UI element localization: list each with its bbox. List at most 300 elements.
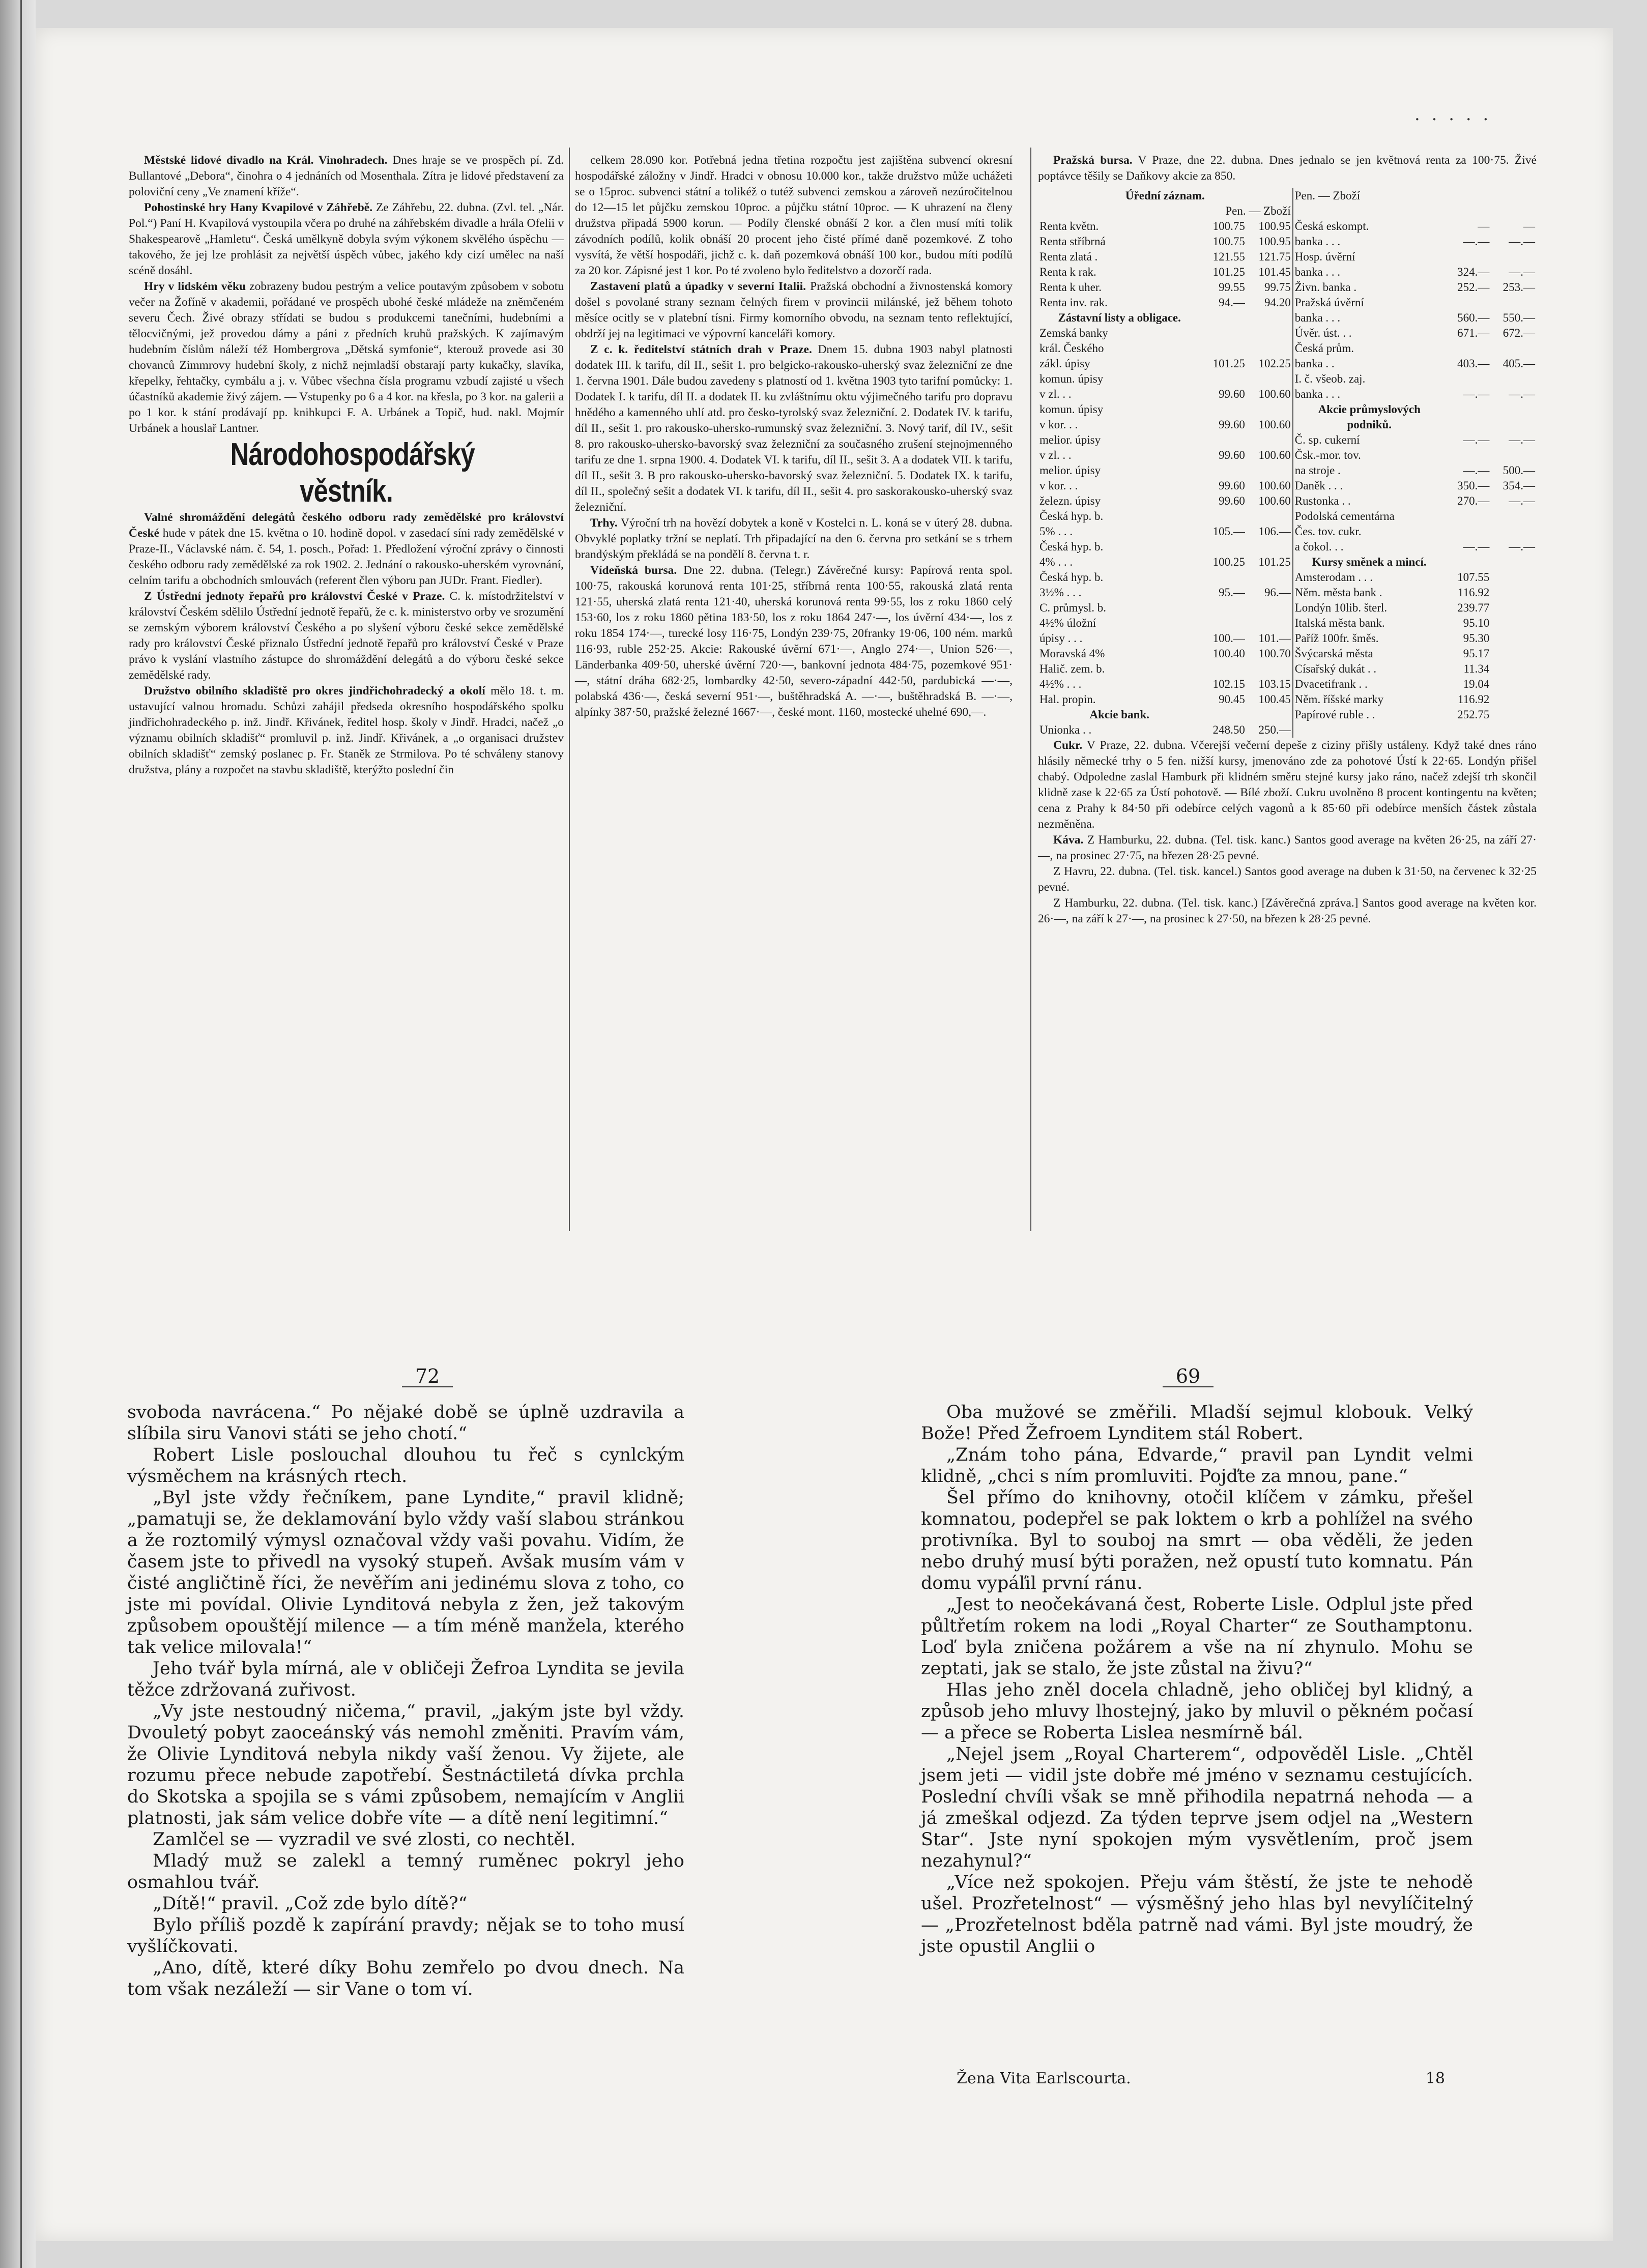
market-cell — [1247, 539, 1293, 555]
newspaper-column-1 — [129, 153, 564, 778]
market-cell — [1247, 402, 1293, 417]
newspaper-column-3 — [1038, 153, 1537, 927]
market-cell: Podolská cementárna — [1293, 509, 1446, 524]
market-cell — [1201, 326, 1247, 341]
market-cell: 3½% . . . — [1039, 586, 1082, 599]
market-cell: —.— — [1463, 235, 1490, 248]
article-paragraph — [1038, 832, 1537, 864]
article-text: Z Hamburku, 22. dubna. (Tel. tisk. kanc.) [Závěrečná zpráva.] Santos good average na květen kor. 26·—, na září k 27·—, na prosinec k 27·50, na březen k 28·25 pevné. — [1038, 896, 1537, 925]
market-cell: Č. sp. cukerní — [1293, 432, 1446, 448]
market-cell: —.— — [1463, 540, 1490, 553]
column-rule-1 — [569, 148, 570, 1231]
market-row — [1038, 387, 1537, 402]
market-cell: 324.— — [1457, 266, 1490, 278]
market-cell — [1201, 509, 1247, 524]
prague-bourse-text: V Praze, dne 22. dubna. Dnes jednalo se jen květnová renta za 100·75. Živé poptávce těšily se Daňkovy akcie za 850. — [1038, 154, 1537, 183]
market-row — [1038, 631, 1537, 646]
market-cell: —.— — [1509, 235, 1535, 248]
market-cell: banka . . . — [1293, 310, 1446, 326]
market-cell — [1247, 570, 1293, 585]
article-text: zobrazeny budou pestrým a velice poutavým způsobem v sobotu večer na Žofíně v akademii, pořádané ve prospěch ubohé české mládeže na zněmčeném severu Čech. Živé obrazy střídati se budou s produkcemi tanečními, hudebními a tělocvičnými, jež provedou dámy a páni z předních kruhů pražských. K zajímavým hudebním číslům náleží též Hombergrova „Dětská symfonie“, kterouž provede asi 30 chovanců Zimmrovy hudební školy, z nichž nejmladší obstarají party kukačky, slavíka, křepelky, řehtačky, cymbálu a j. v. Vůbec všechna čísla programu vzbudí zajisté u všech účastníků akademie živý zájem. — Vstupenky po 6 a 4 kor. na křesla, po 3 kor. na galerii a po 1 kor. k stání prodávají pp. knihkupci F. A. Urbánek a Topič, hud. nakl. Mojmír Urbánek a houslař Lantner. — [129, 280, 564, 435]
market-cell: 250.— — [1258, 723, 1291, 736]
market-row — [1038, 677, 1537, 692]
corner-mark: · · · · · — [1414, 109, 1492, 130]
market-cell: Živn. banka . — [1293, 280, 1446, 295]
article-heading: Z c. k. ředitelství státních drah v Praze. — [590, 343, 812, 356]
market-cell: železn. úpisy — [1039, 495, 1101, 507]
market-cell: 100.60 — [1258, 479, 1291, 492]
market-cell: Císařský dukát . . — [1293, 661, 1446, 677]
book-paragraph: „Více než spokojen. Přeju vám štěstí, že jste te nehodě ušel. Prozřetelnost“ — výsměšný jeho hlas byl nevylíčitelný — „Prozřetelnost bděla patrně nad vámi. Byl jste moudrý, že jste opustil Anglii o — [921, 1872, 1473, 1957]
market-cell: Renta k uher. — [1039, 281, 1102, 294]
market-cell: 90.45 — [1219, 693, 1245, 706]
market-cell: Akcie průmyslových — [1293, 402, 1446, 417]
market-cell — [1247, 326, 1293, 341]
market-cell: banka . . . — [1293, 387, 1446, 402]
market-cell: Papírové ruble . . — [1293, 707, 1446, 722]
market-row — [1038, 646, 1537, 661]
article-paragraph — [1038, 864, 1537, 895]
market-cell: —.— — [1509, 266, 1535, 278]
market-table-head — [1038, 188, 1537, 203]
column-1-vestnik-articles — [129, 510, 564, 778]
market-cell — [1491, 249, 1537, 265]
market-cell: Česká eskompt. — [1293, 219, 1446, 234]
market-cell: Londýn 10lib. šterl. — [1293, 600, 1446, 616]
market-cell: Renta inv. rak. — [1039, 296, 1108, 309]
market-cell: Česká hyp. b. — [1039, 571, 1104, 584]
pen-label-left: Pen. — Zboží — [1225, 205, 1291, 217]
right-page-number: 69 — [1163, 1366, 1213, 1387]
column-rule-2 — [1030, 148, 1031, 1231]
market-cell — [1201, 371, 1247, 387]
market-cell: 550.— — [1502, 311, 1535, 324]
market-cell: Unionka . . — [1039, 723, 1092, 736]
market-cell: úpisy . . . — [1039, 632, 1083, 645]
market-cell — [1247, 310, 1293, 326]
market-row — [1038, 509, 1537, 524]
market-cell — [1491, 341, 1537, 356]
market-row — [1038, 661, 1537, 677]
market-cell: 96.— — [1264, 586, 1291, 599]
market-cell: Hosp. úvěrní — [1293, 249, 1446, 265]
market-cell: 99.60 — [1219, 388, 1245, 400]
market-cell: v zl. . . — [1039, 449, 1072, 461]
market-cell — [1491, 677, 1537, 692]
market-cell: Halič. zem. b. — [1039, 662, 1105, 675]
market-cell: Renta zlatá . — [1039, 250, 1098, 263]
market-row — [1038, 555, 1537, 570]
market-cell: 239.77 — [1457, 601, 1490, 614]
market-cell: Něm. města bank . — [1293, 585, 1446, 600]
market-cell — [1491, 371, 1537, 387]
market-cell: 248.50 — [1212, 723, 1245, 736]
market-row — [1038, 478, 1537, 493]
market-cell — [1491, 402, 1537, 417]
market-cell — [1491, 524, 1537, 539]
market-cell: Akcie bank. — [1089, 708, 1149, 721]
market-row — [1038, 722, 1537, 738]
article-text: Z Hamburku, 22. dubna. (Tel. tisk. kanc.) Santos good average na květen 26·25, na září 27·—, na prosinec 27·75, na březen 28·25 pevné. — [1038, 833, 1537, 862]
market-cell: 101.25 — [1212, 357, 1245, 370]
market-cell: 103.15 — [1258, 678, 1291, 690]
market-cell: 95.17 — [1463, 647, 1490, 660]
article-heading: Cukr. — [1053, 739, 1083, 752]
article-paragraph — [575, 563, 1013, 720]
market-cell: 100.70 — [1258, 647, 1291, 660]
market-cell: v zl. . . — [1039, 388, 1072, 400]
market-cell: Renta květn. — [1039, 220, 1099, 232]
market-cell — [1446, 341, 1491, 356]
market-cell: 500.— — [1502, 464, 1535, 477]
market-cell: komun. úpisy — [1039, 372, 1104, 385]
market-cell — [1446, 448, 1491, 463]
market-cell — [1201, 402, 1247, 417]
market-cell: a čokol. . . — [1293, 539, 1446, 555]
market-cell — [1247, 463, 1293, 478]
market-cell: Zemská banky — [1039, 327, 1108, 339]
market-cell — [1446, 371, 1491, 387]
market-cell: Něm. říšské marky — [1293, 692, 1446, 707]
article-paragraph — [575, 153, 1013, 279]
market-cell: 4% . . . — [1039, 556, 1073, 568]
market-cell: 100.75 — [1212, 235, 1245, 248]
article-heading: Valné shromáždění delegátů českého odboru rady zemědělské pro království České — [129, 511, 564, 540]
market-row — [1038, 356, 1537, 371]
book-paragraph: „Nejel jsem „Royal Charterem“, odpověděl Lisle. „Chtěl jsem jeti — vidil jste dobře mé jméno v seznamu cestujících. Poslední chvíli však se mně přihodila nepatrná nehoda — a já zmeškal odjezd. Za týden teprve jsem odjel na „Western Star“. Jste nyní spokojen mým vysvětlením, proč jsem nezahynul?“ — [921, 1744, 1473, 1871]
market-cell: 100.25 — [1212, 556, 1245, 568]
market-cell — [1247, 600, 1293, 616]
market-row — [1038, 326, 1537, 341]
market-cell — [1491, 692, 1537, 707]
market-cell: 95.— — [1219, 586, 1245, 599]
article-paragraph — [575, 342, 1013, 515]
market-row — [1038, 707, 1537, 722]
market-cell: 100.75 — [1212, 220, 1245, 232]
article-heading: Vídeňská bursa. — [590, 564, 677, 577]
market-cell: 99.60 — [1219, 418, 1245, 431]
market-cell — [1201, 707, 1247, 722]
binding-line — [20, 0, 22, 2268]
market-row — [1038, 295, 1537, 310]
market-cell: 99.75 — [1264, 281, 1291, 294]
market-cell: na stroje . — [1293, 463, 1446, 478]
market-cell: 350.— — [1457, 479, 1490, 492]
market-cell — [1446, 524, 1491, 539]
market-cell: Rustonka . . — [1293, 493, 1446, 509]
market-cell: 99.55 — [1219, 281, 1245, 294]
article-text: Výroční trh na hovězí dobytek a koně v Kostelci n. L. koná se v úterý 28. dubna. Obvyklé poplatky tržní se neplatí. Trh připadající na den 6. června pro setkání se s trhem brandýským překládá se na pondělí 8. června t. r. — [575, 516, 1013, 561]
market-cell: 95.30 — [1463, 632, 1490, 645]
market-cell: banka . . . — [1293, 265, 1446, 280]
market-cell — [1446, 722, 1491, 738]
market-cell — [1201, 432, 1247, 448]
market-cell — [1201, 463, 1247, 478]
market-cell — [1491, 616, 1537, 631]
market-table-subhead — [1038, 203, 1537, 219]
market-cell — [1247, 616, 1293, 631]
market-row — [1038, 234, 1537, 249]
market-row — [1038, 616, 1537, 631]
market-cell: komun. úpisy — [1039, 403, 1104, 416]
market-cell: —.— — [1509, 388, 1535, 400]
market-cell: Moravská 4% — [1039, 647, 1105, 660]
pen-label-right: Pen. — Zboží — [1293, 188, 1537, 203]
market-cell: —.— — [1463, 388, 1490, 400]
market-table-body — [1038, 219, 1537, 738]
market-cell: 100.60 — [1258, 388, 1291, 400]
vestnik-title: Národohospodářský věstník. — [230, 437, 475, 509]
market-cell: —.— — [1509, 540, 1535, 553]
market-cell: 102.15 — [1212, 678, 1245, 690]
market-cell: 106.— — [1258, 525, 1291, 538]
market-row — [1038, 249, 1537, 265]
market-cell — [1491, 570, 1537, 585]
market-cell: banka . . . — [1293, 234, 1446, 249]
market-cell: 101.25 — [1258, 556, 1291, 568]
market-cell — [1491, 448, 1537, 463]
market-cell: Pražská úvěrní — [1293, 295, 1446, 310]
market-row — [1038, 463, 1537, 478]
market-cell: 100.— — [1212, 632, 1245, 645]
book-paragraph: Zamlčel se — vyzradil ve své zlosti, co nechtěl. — [153, 1829, 576, 1850]
market-row — [1038, 280, 1537, 295]
market-cell: 95.10 — [1463, 617, 1490, 629]
market-cell: 252.75 — [1457, 708, 1490, 721]
market-cell: 99.60 — [1219, 495, 1245, 507]
market-cell: — — [1523, 220, 1535, 232]
market-cell — [1491, 555, 1537, 570]
article-heading: Pohostinské hry Hany Kvapilové v Záhřebě. — [144, 201, 373, 214]
article-paragraph — [129, 683, 564, 778]
market-cell: —.— — [1509, 495, 1535, 507]
article-text: Dne 22. dubna. (Telegr.) Závěrečné kursy: Papírová renta spol. 100·75, rakouská korunová renta 101·25, stříbrná renta 100·55, rakouská zlatá renta 121·55, uherská zlatá renta 121·40, uherská korunová renta 99·55, los z roku 1860 celý 153·60, los z roku 1860 pětina 183·50, los z roku 1864 247·—, los úvěrní 434·—, los z roku 1854 174·—, turecké losy 116·75, Londýn 239·75, 20franky 19·06, 100 ném. marků 116·93, ruble 252·25. Akcie: Rakouské úvěrní 671·—, Anglo 274·—, Union 526·—, Länderbanka 409·50, uherské úvěrní 720·—, bankovní jednota 484·75, pozemkové 951·—, státní dráha 682·25, lombardky 42·50, severo-západní 442·50, pardubická —·—, polabská 436·—, česká severní 951·—, buštěhradská A. —·—, buštěhradská B. —·—, alpínky 387·50, pražské železné 1667·—, české mont. 1160, mostecké uhelné 690,—. — [575, 564, 1013, 719]
market-cell — [1201, 600, 1247, 616]
market-row — [1038, 570, 1537, 585]
article-heading: Hry v lidském věku — [144, 280, 246, 293]
market-row — [1038, 524, 1537, 539]
market-cell: 101.25 — [1212, 266, 1245, 278]
article-text: Z Havru, 22. dubna. (Tel. tisk. kancel.) Santos good average na duben k 31·50, na červenec k 32·25 pevné. — [1038, 865, 1537, 894]
market-cell: 116.92 — [1457, 586, 1490, 599]
newspaper-column-2 — [575, 153, 1013, 720]
market-cell: 101.45 — [1258, 266, 1291, 278]
book-footer-title: Žena Vita Earlscourta. — [957, 2070, 1131, 2087]
market-cell: 560.— — [1457, 311, 1490, 324]
official-record-label: Úřední záznam. — [1125, 189, 1205, 202]
book-paragraph: „Jest to neočekávaná čest, Roberte Lisle. Odplul jste před půltřetím rokem na lodi „Royal Charter“ ze Southamptonu. Loď byla zničena požárem a vše na ní zhynulo. Mohu se zeptati, jak se stalo, že jste zůstal na živu?“ — [921, 1594, 1473, 1679]
book-footer-signature: 18 — [1425, 2070, 1445, 2087]
book-paragraph: Hlas jeho zněl docela chladně, jeho obličej byl klidný, a způsob jeho mluvy lhostejný, jako by mluvil o pěkném počasí — a přece se Roberta Lislea nesmírně bál. — [921, 1680, 1473, 1743]
column-1-articles — [129, 153, 564, 437]
market-cell: 102.25 — [1258, 357, 1291, 370]
market-cell: Švýcarská města — [1293, 646, 1446, 661]
market-cell: 270.— — [1457, 495, 1490, 507]
market-cell: 121.55 — [1212, 250, 1245, 263]
market-cell — [1491, 509, 1537, 524]
market-cell — [1201, 539, 1247, 555]
market-row — [1038, 219, 1537, 234]
market-cell: —.— — [1509, 433, 1535, 446]
market-cell: Paříž 100fr. šměs. — [1293, 631, 1446, 646]
market-cell: melior. úpisy — [1039, 433, 1101, 446]
market-cell — [1247, 509, 1293, 524]
market-cell: 405.— — [1502, 357, 1535, 370]
market-row — [1038, 493, 1537, 509]
market-cell: Amsterodam . . . — [1293, 570, 1446, 585]
market-cell: — — [1478, 220, 1490, 232]
article-text: mělo 18. t. m. ustavující valnou hromadu. Schůzi zahájil předseda okresního hospodářského spolku jindřichohradeckého p. inž. Jindř. Křivánek, ředitel hosp. školy v Jindř. Hradci, načež „o významu obilních skladišť“ promluvil p. inž. Jindř. Křivánek, a „o organisaci družstev obilních skladišť“ zemský poslanec p. Fr. Staněk ze Strmilova. Po té schváleny stanovy družstva, plány a rozpočet na stavbu skladiště, kterýžto poslední čin — [129, 684, 564, 776]
market-cell: 105.— — [1212, 525, 1245, 538]
market-table — [1038, 188, 1537, 738]
market-cell: Dvacetifrank . . — [1293, 677, 1446, 692]
market-cell: 94.— — [1219, 296, 1245, 309]
market-cell: banka . . — [1293, 356, 1446, 371]
article-heading: Zastavení platů a úpadky v severní Italii. — [590, 280, 806, 293]
article-paragraph — [575, 515, 1013, 563]
book-paragraph: svoboda navrácena.“ Po nějaké době se úplně uzdravila a slíbila siru Vanovi státi se jeho chotí.“ — [127, 1402, 684, 1444]
market-cell — [1491, 600, 1537, 616]
prague-bourse-heading: Pražská bursa. — [1053, 154, 1133, 167]
market-cell: 100.45 — [1258, 693, 1291, 706]
article-text: V Praze, 22. dubna. Včerejší večerní depeše z ciziny přišly ustáleny. Když také dnes ráno hlásily německé trhy o 5 fen. nižší kursy, jmenováno zde za pohotové Ústí k 22·65. Londýn přišel chabý. Odpoledne zaslal Hamburk při klidném směru stejné kursy jako ráno, načež zdejší trh skončil klidně zase k 22·65 za Ústí pohotově. — Bílé zboží. Cukru uvolněno 8 procent kontingentu na květen; cena z Prahy k 84·50 při odebírce celých vagonů a k 85·60 při odebírce menších částek zůstala nezměněna. — [1038, 739, 1537, 831]
market-cell: 99.60 — [1219, 479, 1245, 492]
market-cell — [1446, 249, 1491, 265]
book-paragraph: „Vy jste nestoudný ničema,“ pravil, „jakým jste byl vždy. Dvouletý pobyt zaoceánský vás nemohl změniti. Pravím vám, že Olivie Lynditová nebyla nikdy vaší ženou. Vy žijete, ale rozumu přece nebude zapotřebí. Šestnáctiletá dívka prchla do Skotska a spojila se s vámi způsobem, nemajícím v Anglii platnosti, jak sám velice dobře víte — a dítě není legitimní.“ — [127, 1701, 684, 1828]
market-cell — [1446, 295, 1491, 310]
book-paragraph: „Dítě!“ pravil. „Což zde bylo dítě?“ — [153, 1894, 468, 1914]
market-cell: —.— — [1463, 464, 1490, 477]
market-cell: Čes. tov. cukr. — [1293, 524, 1446, 539]
market-cell — [1446, 555, 1491, 570]
market-cell — [1446, 417, 1491, 432]
market-cell — [1201, 616, 1247, 631]
article-paragraph — [129, 200, 564, 279]
market-cell: Zástavní listy a obligace. — [1058, 311, 1181, 324]
article-heading: Družstvo obilního skladiště pro okres jindřichohradecký a okolí — [144, 684, 485, 697]
market-cell — [1247, 371, 1293, 387]
market-cell: v kor. . . — [1039, 418, 1078, 431]
book-footer — [957, 2070, 1445, 2087]
market-cell — [1446, 402, 1491, 417]
market-cell: Úvěr. úst. . . — [1293, 326, 1446, 341]
market-cell: C. průmysl. b. — [1039, 601, 1106, 614]
market-cell: podniků. — [1293, 417, 1446, 432]
market-cell — [1247, 432, 1293, 448]
market-cell: 100.60 — [1258, 495, 1291, 507]
market-cell: 94.20 — [1264, 296, 1291, 309]
market-cell: zákl. úpisy — [1039, 357, 1090, 370]
market-row — [1038, 692, 1537, 707]
article-paragraph — [1038, 895, 1537, 927]
market-cell: 107.55 — [1457, 571, 1490, 584]
column-3-articles — [1038, 738, 1537, 927]
market-cell: 4½% . . . — [1039, 678, 1082, 690]
market-row — [1038, 402, 1537, 417]
book-right-page — [921, 1402, 1473, 1957]
market-cell: v kor. . . — [1039, 479, 1078, 492]
market-cell: 4½% úložní — [1039, 617, 1096, 629]
market-cell: 100.40 — [1212, 647, 1245, 660]
market-row — [1038, 341, 1537, 356]
market-cell — [1491, 661, 1537, 677]
market-cell: 100.60 — [1258, 449, 1291, 461]
article-text: Ze Záhřebu, 22. dubna. (Zvl. tel. „Nár. Pol.“) Paní H. Kvapilová vystoupila včera po druhé na záhřebském divadle a hrála Ofelii v Shakespearově „Hamletu“. Česká umělkyně dobyla svým výkonem skvělého úspěchu — takového, že jej lze prohlásit za největší úspěch vůbec, jakého kdy cizí umělec na naší scéně dosáhl. — [129, 201, 564, 277]
market-cell: Česká hyp. b. — [1039, 510, 1104, 522]
market-cell: 19.04 — [1463, 678, 1490, 690]
market-cell: král. Českého — [1039, 342, 1104, 355]
market-cell: Česká hyp. b. — [1039, 540, 1104, 553]
scan-left-edge — [0, 0, 36, 2268]
market-cell: Čsk.-mor. tov. — [1293, 448, 1446, 463]
book-paragraph: Šel přímo do knihovny, otočil klíčem v zámku, přešel komnatou, podepřel se pak loktem o krb a pohlížel na svého protivníka. Byl to souboj na smrt — oba věděli, že jeden nebo druhý musí býti poražen, než opustí tuto komnatu. Pán domu vypáľil první ránu. — [921, 1488, 1473, 1593]
market-row — [1038, 310, 1537, 326]
market-cell — [1201, 570, 1247, 585]
market-cell — [1247, 341, 1293, 356]
book-paragraph: „Znám toho pána, Edvarde,“ pravil pan Lyndit velmi klidně, „chci s ním promluviti. Pojďte za mnou, pane.“ — [921, 1445, 1473, 1487]
market-cell: 5% . . . — [1039, 525, 1073, 538]
market-cell: 99.60 — [1219, 449, 1245, 461]
article-text: Dnes hraje se ve prospěch pí. Zd. Bullantové „Debora“, činohra o 4 jednáních od Mosenthala. Zítra je lidové představení za poloviční ceny „Ve znamení kříže“. — [129, 154, 564, 198]
market-row — [1038, 371, 1537, 387]
prague-bourse-intro — [1038, 153, 1537, 184]
market-cell — [1446, 509, 1491, 524]
book-paragraph: Jeho tvář byla mírná, ale v obličeji Žefroa Lyndita se jevila těžce zdržovaná zuřivost. — [127, 1659, 684, 1700]
market-cell: 354.— — [1502, 479, 1535, 492]
column-2-articles — [575, 153, 1013, 720]
article-heading: Z Ústřední jednoty řepařů pro království České v Praze. — [144, 590, 445, 603]
book-paragraph: Oba mužové se změřili. Mladší sejmul klobouk. Velký Bože! Před Žefroem Lynditem stál Robert. — [921, 1402, 1473, 1444]
empty-subhead — [1293, 203, 1537, 219]
book-paragraph: „Byl jste vždy řečníkem, pane Lyndite,“ pravil klidně; „pamatuji se, že deklamování bylo vždy vaší slabou stránkou a že roztomilý výmysl označoval vždy vaši povahu. Vidím, že časem jste to přivedl na vysoký stupeň. Avšak musím vám v čisté angličtině říci, že nevěřím ani jedinému slova z toho, co jste mi povídal. Olivie Lynditová nebyla z žen, jež takovým způsobem opouštějí milence — a tím méně manžela, kterého tak velice milovala!“ — [127, 1488, 684, 1658]
market-cell: 100.60 — [1258, 418, 1291, 431]
book-paragraph: Bylo příliš pozdě k zapírání pravdy; nějak se to toho musí vyšlíčkovati. — [127, 1915, 684, 1957]
market-cell — [1491, 707, 1537, 722]
market-row — [1038, 600, 1537, 616]
article-heading: Trhy. — [590, 516, 618, 530]
article-heading: Městské lidové divadlo na Král. Vinohradech. — [144, 154, 388, 167]
market-cell: 671.— — [1457, 327, 1490, 339]
market-row — [1038, 265, 1537, 280]
market-cell: I. č. všeob. zaj. — [1293, 371, 1446, 387]
market-row — [1038, 585, 1537, 600]
market-cell: 672.— — [1502, 327, 1535, 339]
left-page-number: 72 — [402, 1366, 453, 1387]
market-cell: 253.— — [1502, 281, 1535, 294]
market-cell: Renta stříbrná — [1039, 235, 1106, 248]
market-cell: 116.92 — [1457, 693, 1490, 706]
market-cell — [1491, 631, 1537, 646]
market-row — [1038, 539, 1537, 555]
market-cell — [1491, 646, 1537, 661]
market-cell — [1247, 707, 1293, 722]
article-text: C. k. místodržitelství v království Českém sdělilo Ústřední jednotě řepařů, že c. k. ministerstvo orby ve srozumění se zemským výborem království Českého a po slyšení výboru české sekce zemědělské rady pro království České přiznalo Ústřední jednotě řepařů pro království České v Praze právo k vyslání vlastního zástupce do shromáždění delegátů a do výboru české sekce zemědělské rady. — [129, 590, 564, 682]
article-paragraph — [1038, 738, 1537, 832]
market-cell: 100.95 — [1258, 235, 1291, 248]
market-cell — [1201, 661, 1247, 677]
market-row — [1038, 432, 1537, 448]
market-cell: Hal. propin. — [1039, 693, 1096, 706]
market-cell: 403.— — [1457, 357, 1490, 370]
market-cell: Česká prům. — [1293, 341, 1446, 356]
market-cell — [1491, 585, 1537, 600]
market-cell — [1201, 341, 1247, 356]
market-cell: 121.75 — [1258, 250, 1291, 263]
market-cell — [1201, 310, 1247, 326]
market-row — [1038, 417, 1537, 432]
book-paragraph: „Ano, dítě, které díky Bohu zemřelo po dvou dnech. Na tom však nezáleží — sir Vane o tom ví. — [127, 1958, 684, 1999]
article-paragraph — [129, 510, 564, 589]
